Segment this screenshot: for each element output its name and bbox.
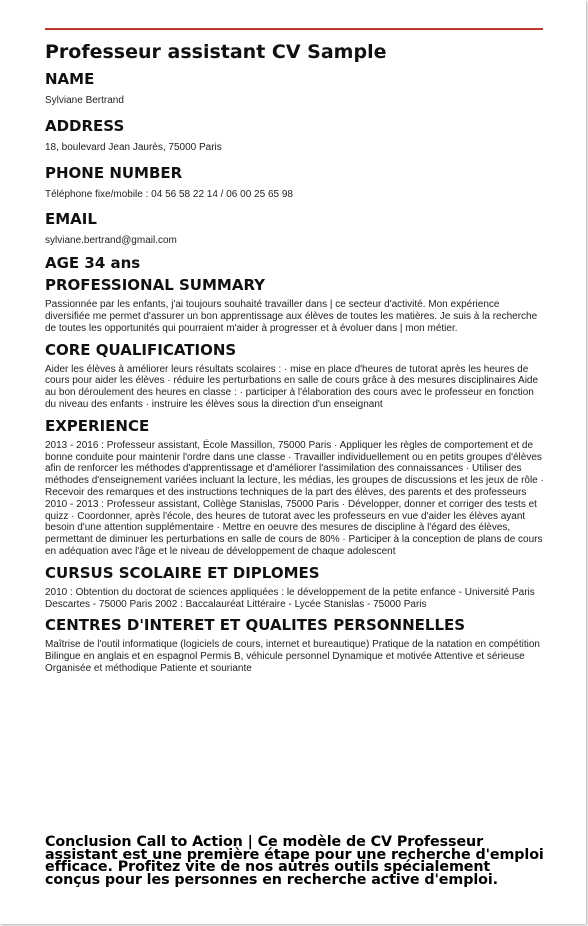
age-heading: AGE 34 ans: [45, 254, 141, 273]
phone-heading: PHONE NUMBER: [45, 163, 183, 182]
email-value: sylviane.bertrand@gmail.com: [45, 235, 177, 247]
interests-heading: CENTRES D'INTERET ET QUALITES PERSONNELLES: [45, 616, 466, 635]
address-value: 18, boulevard Jean Jaurès, 75000 Paris: [45, 141, 222, 153]
page-title: Professeur assistant CV Sample: [45, 41, 387, 63]
education-text: 2010 : Obtention du doctorat de sciences appliquées : le développement de la petite enfance - Université Paris Descartes - 75000 Paris 2002 : Baccalauréat Littéraire - Lycée Stanislas - 75000 Paris: [45, 586, 535, 610]
top-accent-line: [45, 28, 543, 30]
email-heading: EMAIL: [45, 210, 97, 229]
summary-text: Passionnée par les enfants, j'ai toujours souhaité travailler dans | ce secteur d'activité. Mon expérience diversifiée me permet d'assurer un bon apprentissage aux élèves de toutes les matières. Je suis à la recherche de toutes les opportunités qui pourraient m'aider à progresser et à évoluer dans | mon métier.: [45, 299, 538, 334]
name-heading: NAME: [45, 70, 95, 88]
summary-heading: PROFESSIONAL SUMMARY: [45, 276, 266, 295]
experience-heading: EXPERIENCE: [45, 416, 150, 435]
address-heading: ADDRESS: [45, 116, 125, 135]
education-heading: CURSUS SCOLAIRE ET DIPLOMES: [45, 563, 320, 582]
phone-value: Téléphone fixe/mobile : 04 56 58 22 14 / 06 00 25 65 98: [45, 188, 293, 200]
name-value: Sylviane Bertrand: [45, 95, 124, 106]
interests-text: Maîtrise de l'outil informatique (logiciels de cours, internet et bureautique) Pratique de la natation en compétition Bilingue en anglais et en espagnol Permis B, véhicule personnel Dynamique et motivée Attentive et sérieuse Organisée et méthodique Patiente et souriante: [45, 639, 540, 674]
cv-content: [45, 40, 545, 675]
conclusion-text: Conclusion Call to Action | Ce modèle de CV Professeur assistant est une première étape pour une recherche d'emploi efficace. Profitez vite de nos autres outils spécialement conçus pour les personnes en recherche active d'emploi.: [45, 834, 544, 888]
experience-text: 2013 - 2016 : Professeur assistant, École Massillon, 75000 Paris · Appliquer les règles de comportement et de bonne conduite pour maintenir l'ordre dans une classe · Travailler individuellement ou en petits groupes d'élèves afin de renforcer les méthodes d'apprentissage et d'améliorer l'assimilation des connaissances · Utiliser des méthodes d'enseignement variées incluant la lecture, les médias, les groupes de discussions et les jeux de rôle · Recevoir des remarques et des instructions techniques de la part des élèves, des parents et des professeurs 2010 - 2013 : Professeur assistant, Collège Stanislas, 75000 Paris · Développer, donner et corriger des tests et quizz · Coordonner, après l'école, des heures de tutorat avec les professeurs en vue d'aider les élèves ayant besoin d'une attention supplémentaire · Mettre en oeuvre des mesures de discipline à l'égard des élèves, permettant de diminuer les perturbations en salle de cours de 80% · Participer à la conception de plans de cours en adéquation avec l'âge et le niveau de développement de chaque adolescent: [45, 439, 544, 557]
qualifications-heading: CORE QUALIFICATIONS: [45, 340, 237, 359]
qualifications-text: Aider les élèves à améliorer leurs résultats scolaires : · mise en place d'heures de tutorat après les heures de cours pour aider les élèves · réduire les perturbations en salle de cours grâce à des mesures disciplinaires Aide au bon déroulement des heures en classe : · participer à l'élaboration des cours avec le professeur en fonction du niveau des enfants · instruire les élèves sous la direction d'un enseignant: [45, 363, 539, 410]
